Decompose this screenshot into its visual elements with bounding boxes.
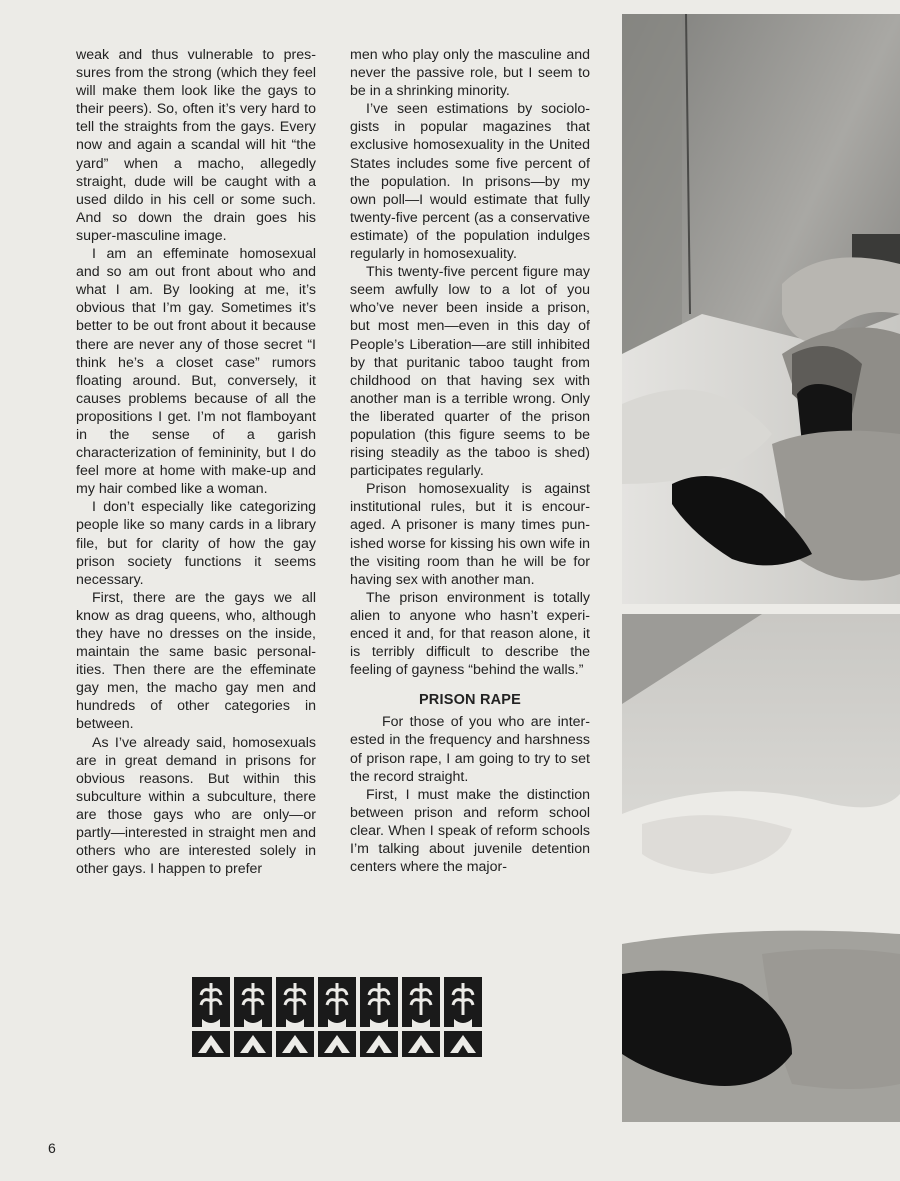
tribal-plant-motif-icon (190, 975, 484, 1059)
paragraph: This twenty-five percent figure may seem awfully low to a lot of you who’ve never been inside a prison, but most men—even in this day of People’s Liberation—are still inhibited by that puritanic taboo taught from childhood on that having sex with another man is a terrible wrong. Only the liberated quarter of the prison population (this figure seems to be rising steadily as the taboo is shed) participates regularly. (350, 264, 590, 480)
paragraph: weak and thus vulnerable to pressures from the strong (which they feel will make them look like the gays to their peers). So, often it’s very hard to tell the straights from the gays. Every now and again a scandal will hit “the yard” when a macho, allegedly straight, dude will be caught with a used dildo in his cell or some such. And so down the drain goes his super-masculine image. (76, 47, 316, 244)
ornament-tile (444, 977, 482, 1057)
paragraph: Prison homosexuality is against institutional rules, but it is encouraged. A prisoner is many times punished worse for kissing his own wife in the visiting room than he will be for having sex with another man. (350, 481, 590, 588)
right-text-column (350, 46, 590, 876)
ornament-tile (318, 977, 356, 1057)
photograph-top (622, 14, 900, 604)
ornament-tile (360, 977, 398, 1057)
ornament-tile (402, 977, 440, 1057)
decorative-ornament (190, 975, 484, 1059)
left-text-column (76, 46, 316, 878)
paragraph: First, I must make the distinction between prison and reform school clear. When I speak of reform schools I’m talking about juvenile detention centers where the major- (350, 786, 590, 876)
paragraph: I am an effeminate homosexual and so am out front about who and what I am. By looking at me, it’s obvious that I’m gay. Sometimes it’s better to be out front about it because there are never any of those secret “I think he’s a closet case” rumors floating around. But, conversely, it causes problems because of all the propositions I get. I’m not flamboyant in the sense of a garish characterization of femininity, but I do feel more at home with make-up and my hair combed like a woman. (76, 246, 316, 498)
photograph-bottom (622, 614, 900, 1122)
photograph-legs-on-bed-icon (622, 14, 900, 604)
ornament-tile (276, 977, 314, 1057)
paragraph: men who play only the masculine and never the passive role, but I seem to be in a shrinking minority. (350, 47, 590, 100)
paragraph: I don’t especially like categorizing people like so many cards in a library file, but for clarity of how the gay prison society functions it seems necessary. (76, 499, 316, 588)
ornament-tile (234, 977, 272, 1057)
paragraph: The prison environment is totally alien to anyone who hasn’t experienced it and, for that reason alone, it is terribly difficult to describe the feeling of gayness “behind the walls.” (350, 589, 590, 679)
paragraph: For those of you who are interested in the frequency and harshness of prison rape, I am going to try to set the record straight. (350, 714, 590, 785)
paragraph: First, there are the gays we all know as drag queens, who, although they have no dresses on the inside, maintain the same basic personalities. Then there are the effeminate gay men, the macho gay men and hundreds of other categories in between. (76, 589, 316, 733)
section-heading: PRISON RAPE (418, 692, 522, 709)
paragraph: I’ve seen estimations by sociologists in popular magazines that exclusive homosexuality in the United States includes some five percent of the population. In prisons—by my own poll—I would estimate that fully twenty-five percent (as a conservative estimate) of the population indulges regularly in homosexuality. (350, 101, 590, 263)
ornament-tile (192, 977, 230, 1057)
photograph-legs-on-bed-icon (622, 614, 900, 1122)
paragraph: As I’ve already said, homosexuals are in great demand in prisons for obvious reasons. But within this subculture within a subculture, there are those gays who are only—or partly—interested in straight men and others who are interested solely in other gays. I happen to prefer (76, 734, 316, 878)
page-number: 6 (48, 1140, 56, 1156)
